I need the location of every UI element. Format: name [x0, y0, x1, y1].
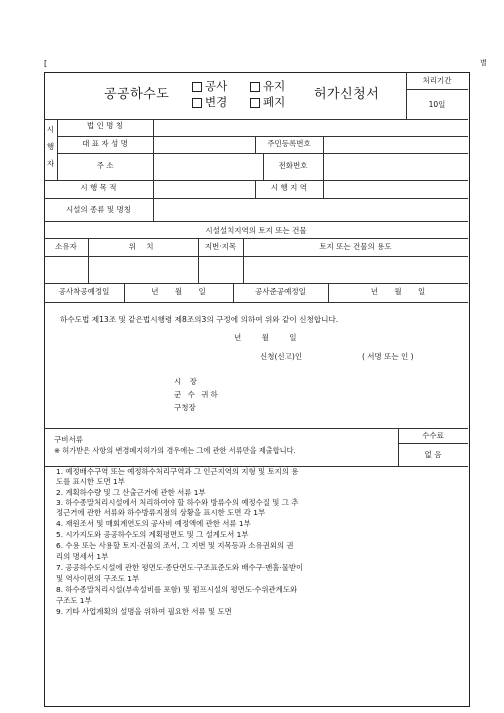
address-field[interactable]	[154, 154, 262, 179]
completion-date-label: 공사준공예정일	[255, 287, 306, 296]
signature-label[interactable]: ( 서명 또는 인 )	[362, 352, 414, 361]
document-item: 및 역사이펀의 구조도 1부	[56, 574, 140, 583]
recipient-mayor: 시 장	[174, 377, 200, 386]
document-item: 도를 표시한 도면 1부	[56, 477, 125, 486]
document-item: 리의 명세서 1부	[56, 552, 109, 561]
document-item: 3. 하수종말처리시설에서 처리하여야 할 하수와 방류수의 예정수질 및 그 추	[56, 498, 299, 507]
option-maintenance[interactable]: 유지	[250, 80, 285, 93]
column-lot-category: 지번·지목	[204, 242, 237, 251]
facility-field[interactable]	[154, 199, 467, 220]
owner-field[interactable]	[45, 257, 87, 282]
phone-field[interactable]	[324, 154, 467, 179]
corporation-name-field[interactable]	[154, 120, 467, 135]
application-date[interactable]: 년 월 일	[234, 333, 297, 342]
applicant-side-label-3: 자	[46, 159, 55, 168]
form-title-suffix: 허가신청서	[314, 87, 380, 102]
checkbox-icon[interactable]	[250, 82, 260, 92]
recipient-county: 군 수 귀하	[174, 390, 220, 399]
representative-name-label: 대 표 자 성 명	[82, 139, 128, 148]
area-field[interactable]	[324, 181, 467, 196]
left-bracket: [	[44, 59, 48, 68]
address-label: 주 소	[96, 161, 114, 170]
column-owner: 소유자	[55, 242, 77, 251]
corporation-name-label: 법 인 명 칭	[86, 121, 124, 130]
checkbox-icon[interactable]	[250, 98, 260, 108]
document-item: 4. 재원조서 및 매회계연도의 공사비 예정액에 관한 서류 1부	[56, 519, 251, 528]
resident-number-label: 주민등록번호	[267, 139, 311, 148]
applicant-side-label-2: 행	[46, 142, 55, 151]
processing-period-label: 처리기간	[422, 76, 452, 85]
area-label: 시 행 지 역	[270, 183, 308, 192]
checkbox-icon[interactable]	[192, 82, 202, 92]
representative-name-field[interactable]	[154, 137, 254, 152]
document-item: 정근거에 관한 서류와 하수방류지점의 상황을 표시한 도면 각 1부	[56, 508, 266, 517]
form-title-main: 공공하수도	[104, 87, 170, 102]
start-date-label: 공사착공예정일	[58, 287, 110, 296]
documents-note: ※ 허가받은 사항의 변경폐지허가의 경우에는 그에 관한 서류만을 제출합니다.	[54, 446, 296, 455]
document-item: 6. 수용 또는 사용할 토지·건물의 조서, 그 지번 및 지목등과 소유권외의 권	[56, 541, 294, 550]
resident-number-field[interactable]	[324, 137, 467, 152]
application-statement: 하수도법 제13조 및 같은법시행령 제8조의3의 구정에 의하여 위와 같이 신청합니다.	[60, 315, 339, 324]
fee-value: 없 음	[424, 450, 442, 459]
checkbox-icon[interactable]	[192, 98, 202, 108]
option-change[interactable]: 변경	[192, 96, 227, 109]
column-location: 위 치	[128, 242, 158, 251]
option-construction[interactable]: 공사	[192, 80, 227, 93]
document-item: 7. 공공하수도시설에 관한 평면도·종단면도·구조표준도와 배수구·맨홀·물받이	[56, 563, 304, 572]
location-field[interactable]	[89, 257, 197, 282]
applicant-side-label-1: 시	[46, 125, 55, 134]
document-item: 8. 하수종말처리시설(부속설비를 포함) 및 펌프시설의 평면도·수위관계도와	[56, 585, 298, 594]
form-number-mark: 별	[480, 59, 487, 67]
document-item: 5. 시가지도와 공공하수도의 계획평면도 및 그 설계도서 1부	[56, 530, 249, 539]
land-use-field[interactable]	[244, 257, 467, 282]
document-item: 9. 기타 사업계획의 설명을 위하여 필요한 서류 및 도면	[56, 607, 232, 616]
document-item: 2. 계획하수량 및 그 산출근거에 관한 서류 1부	[56, 488, 206, 497]
phone-label: 전화번호	[278, 161, 308, 170]
purpose-field[interactable]	[154, 181, 254, 196]
processing-period-value: 10일	[428, 100, 446, 109]
facility-label: 시설의 종류 및 명칭	[65, 205, 132, 214]
lot-category-field[interactable]	[199, 257, 242, 282]
completion-date-field[interactable]: 년 월 일	[370, 287, 426, 296]
land-section-title: 시설설치지역의 토지 또는 건물	[205, 226, 307, 235]
purpose-label: 시 행 목 적	[80, 183, 117, 192]
start-date-field[interactable]: 년 월 일	[151, 287, 206, 296]
column-land-use: 토지 또는 건물의 용도	[319, 242, 392, 251]
documents-title: 구비서류	[54, 435, 83, 444]
fee-label: 수수료	[422, 431, 444, 440]
document-item: 1. 예정배수구역 또는 예정하수처리구역과 그 인근지역의 지형 및 토지의 용	[56, 467, 299, 476]
document-item: 구조도 1부	[56, 596, 92, 605]
recipient-district: 구청장	[174, 403, 196, 412]
applicant-label: 신청(신고)인	[260, 352, 303, 361]
option-abolition[interactable]: 폐지	[250, 96, 285, 109]
